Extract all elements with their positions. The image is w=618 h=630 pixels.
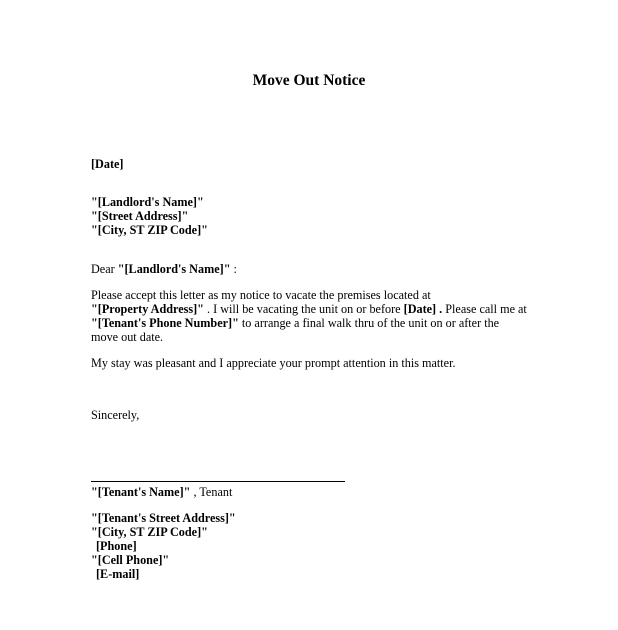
salutation xyxy=(91,262,237,276)
salutation-prefix: Dear xyxy=(91,262,118,276)
paragraph-1-line-2 xyxy=(91,302,527,316)
vacate-date-field: [Date] . xyxy=(403,302,443,316)
paragraph-1-line-2-end: Please call me at xyxy=(442,302,527,316)
signature-line xyxy=(91,481,345,482)
date-field: [Date] xyxy=(91,157,124,171)
paragraph-1-line-4: move out date. xyxy=(91,330,164,344)
landlord-name: "[Landlord's Name]" xyxy=(91,195,204,209)
paragraph-1-line-3 xyxy=(91,316,499,330)
tenant-cell: "[Cell Phone]" xyxy=(91,553,170,567)
tenant-city: "[City, ST ZIP Code]" xyxy=(91,525,208,539)
paragraph-2: My stay was pleasant and I appreciate your prompt attention in this matter. xyxy=(91,356,456,370)
paragraph-1-line-3-end: to arrange a final walk thru of the unit on or after the xyxy=(238,316,500,330)
salutation-name: "[Landlord's Name]" xyxy=(117,262,231,276)
salutation-suffix: : xyxy=(230,262,237,276)
property-address-field: "[Property Address]" xyxy=(91,302,204,316)
paragraph-1-line-2-mid: . I will be vacating the unit on or before xyxy=(203,302,404,316)
landlord-street: "[Street Address]" xyxy=(91,209,189,223)
document-title: Move Out Notice xyxy=(252,72,366,89)
tenant-email: [E-mail] xyxy=(96,567,140,581)
signature-name-line xyxy=(91,485,232,499)
landlord-city: "[City, ST ZIP Code]" xyxy=(91,223,208,237)
tenant-street: "[Tenant's Street Address]" xyxy=(91,511,236,525)
paragraph-1-line-1: Please accept this letter as my notice to vacate the premises located at xyxy=(91,288,431,302)
tenant-phone-field: "[Tenant's Phone Number]" xyxy=(91,316,239,330)
tenant-name-field: "[Tenant's Name]" xyxy=(91,485,191,499)
tenant-suffix: , Tenant xyxy=(190,485,233,499)
tenant-phone: [Phone] xyxy=(96,539,137,553)
closing: Sincerely, xyxy=(91,408,140,422)
